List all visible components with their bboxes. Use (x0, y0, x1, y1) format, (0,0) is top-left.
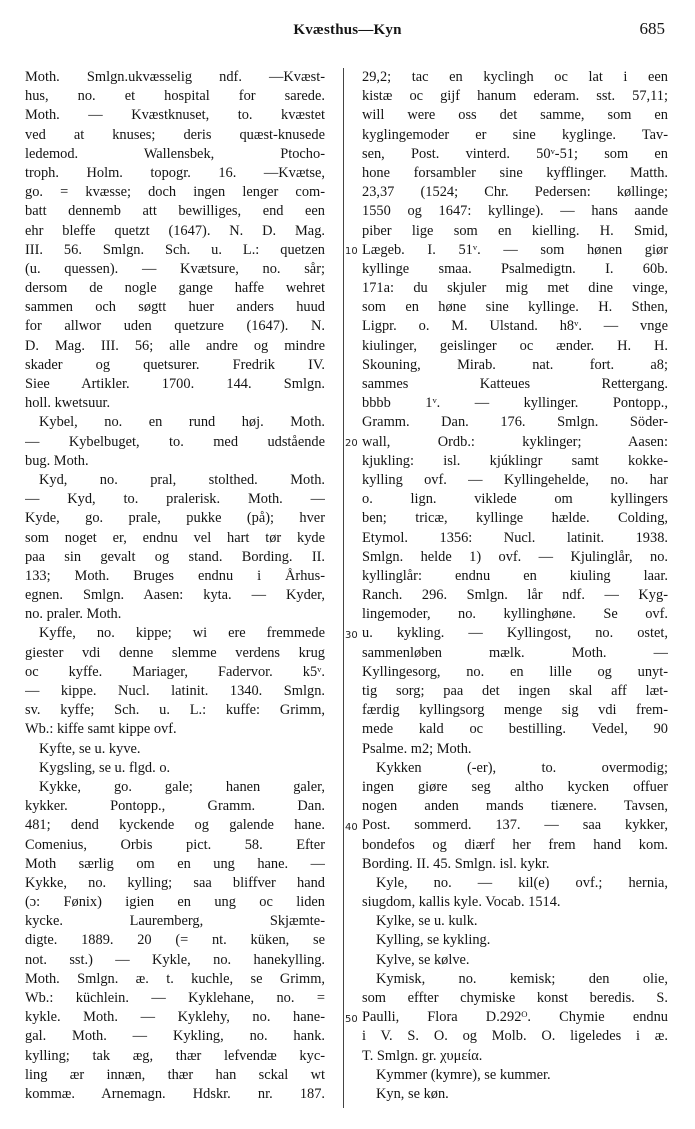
text-line: ledemod. Wallensbek, Ptocho- (25, 145, 325, 162)
text-line: hus, no. et hospital for sarede. (25, 88, 325, 105)
text-line: sammen och søgtt huer anders huud (25, 299, 325, 316)
text-line: will were oss det samme, som en (362, 107, 668, 124)
text-line: kylling; tak æg, thær lefvendæ kyc- (25, 1047, 325, 1064)
text-line: 1550 og 1647: kyllinge). — hans aande (362, 203, 668, 220)
text-line: wall, Ordb.: kyklinger; Aasen: (362, 433, 668, 450)
text-line: Kyn, se køn. (376, 1085, 449, 1102)
text-line: kommæ. Arnemagn. Hdskr. nr. 187. (25, 1085, 325, 1102)
text-line: kycke. Lauremberg, Skjæmte- (25, 913, 325, 930)
text-line: ingen giøre seg altho kycken offuer (362, 778, 668, 795)
column-divider (343, 68, 344, 1108)
text-line: egnen. Smlgn. Aasen: kyta. — Kyder, (25, 587, 325, 604)
text-line: siugdom, kallis kyle. Vocab. 1514. (362, 894, 561, 911)
right-column (362, 68, 668, 1104)
text-line: batt dennemb att bewilliges, end een (25, 203, 325, 220)
text-line: Lægeb. I. 51ᵛ. — som hønen giør (362, 241, 668, 258)
text-line: (ɔ: Fønix) igien en ung oc liden (25, 894, 325, 911)
text-line: som effter chymiske konst beredis. S. (362, 990, 668, 1006)
left-column (25, 68, 325, 1104)
text-line: dersom de nogle gange haffe wehret (25, 280, 325, 297)
text-line: kylling ovf. — Kyllingehelde, no. har (362, 471, 668, 488)
text-line: lingemoder, no. kyllinghøne. Se ovf. (362, 606, 668, 623)
text-line: bug. Moth. (25, 452, 89, 469)
text-line: Kyd, no. pral, stolthed. Moth. (39, 471, 325, 488)
text-line: Post. sommerd. 137. — saa kykker, (362, 817, 668, 834)
text-line: Kyfte, se u. kyve. (39, 740, 141, 757)
text-line: Kyffe, no. kippe; wi ere fremmede (39, 625, 325, 642)
text-line: Kyllingesorg, no. en lille og unyt- (362, 663, 668, 680)
text-line: kistæ oc gijf hanum ederam. sst. 57,11; (362, 88, 668, 105)
text-line: Kylling, se kykling. (376, 932, 491, 949)
text-line: kyllinglår: endnu en kiuling laar. (362, 567, 668, 584)
text-line: Moth. Smlgn. æ. t. kuchle, se Grimm, (25, 970, 325, 987)
text-line: — Kybelbuget, to. med udstående (25, 433, 325, 450)
line-number: 40 (345, 822, 358, 833)
text-line: ehr bleffe quetzt (1647). N. D. Mag. (25, 222, 325, 239)
text-line: 133; Moth. Bruges endnu i Århus- (25, 567, 325, 584)
text-line: Kykke, no. kylling; saa bliffver hand (25, 874, 325, 891)
running-title: Kvæsthus—Kyn (293, 22, 402, 38)
text-line: digte. 1889. 20 (= nt. küken, se (25, 932, 325, 949)
text-line: 481; dend kyckende og galende hane. (25, 817, 325, 834)
text-line: 23,37 (1524; Chr. Pedersen: køllinge; (362, 184, 668, 201)
text-line: Kylke, se u. kulk. (376, 913, 478, 930)
text-line: Kykke, go. gale; hanen galer, (39, 778, 325, 795)
text-line: nogen anden mands tiænere. Tavsen, (362, 798, 668, 815)
text-line: Ligpr. o. M. Ulstand. h8ᵛ. — vnge (362, 318, 668, 335)
text-line: færdig kyllingsorg menge sig vdi frem- (362, 702, 668, 719)
text-line: skader og quetsurer. Fredrik IV. (25, 356, 325, 373)
text-line: kiulinger, geislinger oc ænder. H. H. (362, 337, 668, 354)
text-line: bbbb 1ᵛ. — kyllinger. Pontopp., (362, 395, 668, 412)
text-line: sv. kyffe; Sch. u. L.: kuffe: Grimm, (25, 702, 325, 719)
text-line: Comenius, Orbis pict. 58. Efter (25, 836, 325, 853)
line-number: 10 (345, 246, 358, 257)
line-number: 20 (345, 438, 358, 449)
text-line: 29,2; tac en kyclingh oc lat i een (362, 69, 668, 85)
text-line: kyglingemoder er sine kyglinge. Tav- (362, 126, 668, 143)
text-line: sammenløben mælk. Moth. — (362, 644, 668, 661)
text-line: go. = kvæsse; doch ingen lenger com- (25, 184, 325, 201)
text-line: oc kyffe. Mariager, Fadervor. k5ᵛ. (25, 663, 325, 680)
page-number: 685 (639, 19, 665, 38)
text-line: Kylve, se kølve. (376, 951, 470, 968)
text-line: Kygsling, se u. flgd. o. (39, 759, 171, 776)
text-line: ben; tricæ, kyllinge hælde. Colding, (362, 510, 668, 527)
text-line: not. sst.) — Kykle, no. hanekylling. (25, 951, 325, 968)
text-line: giester vdi denne slemme verdens krug (25, 644, 325, 661)
text-line: kykle. Moth. — Kyklehy, no. hane- (25, 1009, 325, 1026)
text-line: III. 56. Smlgn. Sch. u. L.: quetzen (25, 241, 325, 258)
text-line: troph. Holm. topogr. 16. —Kvætse, (25, 164, 325, 181)
text-line: Wb.: küchlein. — Kyklehane, no. = (25, 990, 325, 1006)
line-number: 30 (345, 630, 358, 641)
text-line: tig sorg; paa det ingen skal aff læt- (362, 683, 668, 699)
text-line: Siee Artikler. 1700. 144. Smlgn. (25, 376, 325, 392)
text-line: bondefos og diærf her frem hand kom. (362, 836, 668, 853)
text-line: D. Mag. III. 56; alle andre og mindre (25, 337, 325, 354)
text-line: Skouning, Mirab. nat. fort. a8; (362, 356, 668, 373)
text-line: holl. kwetsuur. (25, 395, 111, 412)
text-line: Gramm. Dan. 176. Smlgn. Söder- (362, 414, 668, 431)
text-line: — Kyd, to. pralerisk. Moth. — (25, 491, 325, 508)
text-line: 171a: du skjuler mig met dine vinge, (362, 280, 668, 297)
text-line: Bording. II. 45. Smlgn. isl. kykr. (362, 855, 550, 872)
text-line: Kybel, no. en rund høj. Moth. (39, 414, 325, 431)
text-line: no. praler. Moth. (25, 606, 122, 623)
text-line: Kymmer (kymre), se kummer. (376, 1066, 551, 1083)
text-line: kyllinge smaa. Psalmedigtn. I. 60b. (362, 260, 668, 277)
text-line: Moth særlig om en ung hane. — (25, 855, 325, 872)
text-line: mede kald oc bestilling. Vedel, 90 (362, 721, 668, 738)
text-line: kjukling: isl. kjúklingr samt kokke- (362, 452, 668, 469)
text-line: sen, Post. vinterd. 50ᵛ-51; som en (362, 145, 668, 162)
text-line: Paulli, Flora D.292ᴼ. Chymie endnu (362, 1009, 668, 1026)
text-line: for allwor uden quetzure (1647). N. (25, 318, 325, 335)
text-line: Etymol. 1356: Nucl. latinit. 1938. (362, 529, 668, 546)
text-line: kykker. Pontopp., Gramm. Dan. (25, 798, 325, 815)
text-line: paa sin gevalt og stand. Bording. II. (25, 548, 325, 565)
text-line: Kykken (-er), to. overmodig; (376, 759, 668, 776)
text-line: Moth. Smlgn.ukvæsselig ndf. —Kvæst- (25, 69, 325, 85)
text-line: som noget er, endnu vel hart tør kyde (25, 529, 325, 546)
text-line: Psalme. m2; Moth. (362, 740, 472, 757)
text-line: (u. quessen). — Kvætsure, no. sår; (25, 260, 325, 277)
text-line: — kippe. Nucl. latinit. 1340. Smlgn. (25, 683, 325, 699)
text-line: som en høne sine kyllinge. H. Sthen, (362, 299, 668, 316)
text-line: Kymisk, no. kemisk; den olie, (376, 970, 668, 987)
text-line: ling ær innæn, thær han sckal wt (25, 1066, 325, 1083)
text-line: sammes Katteues Rettergang. (362, 376, 668, 392)
text-line: u. kykling. — Kyllingost, no. ostet, (362, 625, 668, 642)
text-line: i V. S. O. og Molb. O. ligeledes i æ. (362, 1028, 668, 1045)
text-line: T. Smlgn. gr. χυμεία. (362, 1047, 483, 1064)
text-line: piber lige som en kielling. H. Smid, (362, 222, 668, 239)
text-line: hone forsambler sine kyfflinger. Matth. (362, 164, 668, 181)
text-line: Ranch. 296. Smlgn. lår ndf. — Kyg- (362, 587, 668, 604)
text-line: Kyde, go. prale, pukke (på); hver (25, 510, 325, 527)
text-line: Smlgn. helde 1) ovf. — Kjulinglår, no. (362, 548, 668, 565)
text-line: Wb.: kiffe samt kippe ovf. (25, 721, 177, 738)
line-number: 50 (345, 1014, 358, 1025)
text-line: ved at knuses; deris quæst-knusede (25, 126, 325, 143)
text-line: Kyle, no. — kil(e) ovf.; hernia, (376, 874, 668, 891)
text-line: Moth. — Kvæstknuset, to. kvæstet (25, 107, 325, 124)
text-line: gal. Moth. — Kykling, no. hank. (25, 1028, 325, 1045)
text-line: o. lign. viklede om kyllingers (362, 491, 668, 508)
